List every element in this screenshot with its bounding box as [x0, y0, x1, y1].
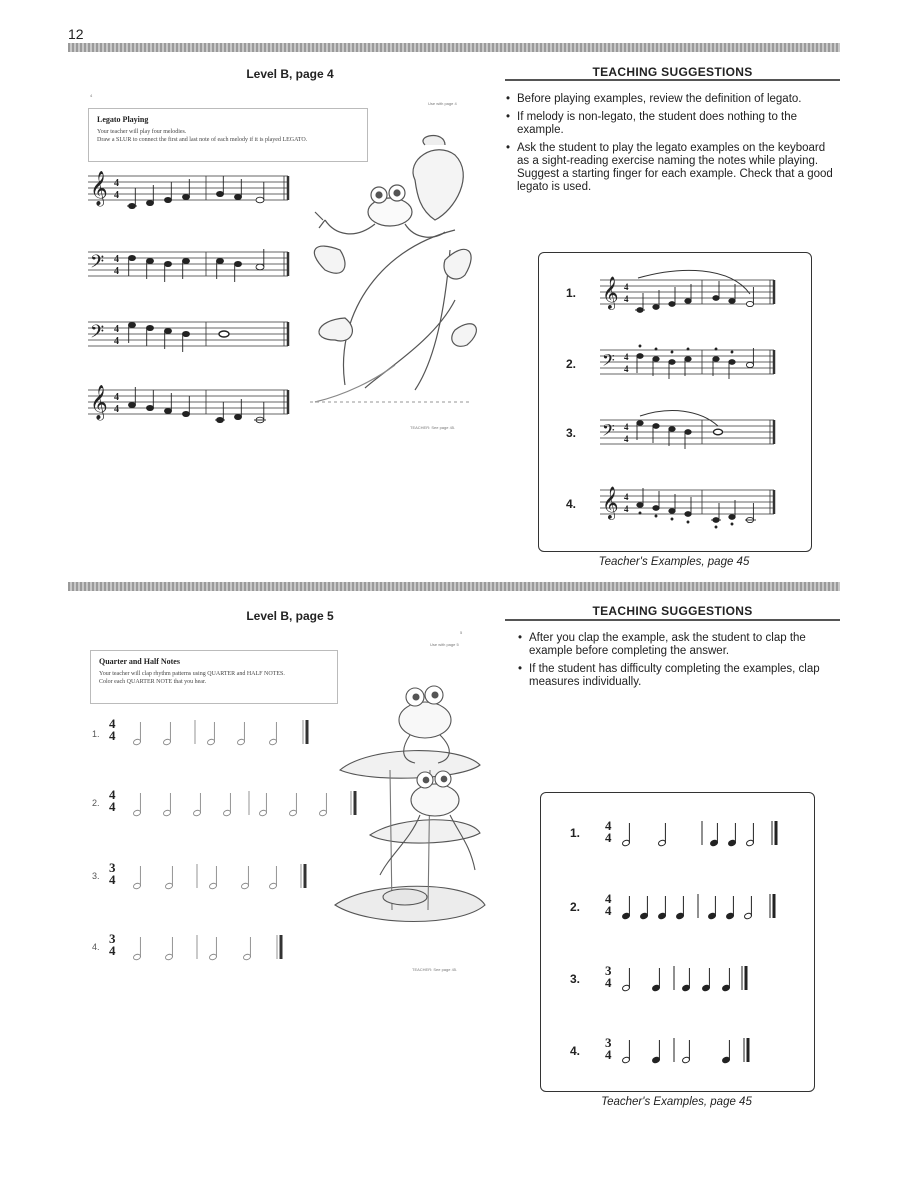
top-level-title: Level B, page 4 [246, 67, 334, 81]
frogs-on-lily-pads-illustration [330, 665, 490, 950]
svg-text:4: 4 [114, 392, 119, 403]
top-suggestions-list [505, 93, 837, 199]
svg-text:4: 4 [624, 282, 629, 292]
student-row-label-4: 4. [92, 942, 100, 952]
svg-text:𝄞: 𝄞 [90, 385, 108, 420]
top-example-label-3: 3. [566, 426, 577, 440]
svg-text:𝄢: 𝄢 [90, 252, 105, 277]
top-example-label-4: 4. [566, 497, 577, 511]
svg-text:4: 4 [114, 254, 119, 265]
svg-text:4: 4 [624, 492, 629, 502]
teacher-time-signature-1: 4 4 [605, 818, 612, 845]
bottom-instruction-box [90, 650, 338, 704]
student-time-signature-4: 3 4 [109, 931, 116, 958]
bottom-box-title: Quarter and Half Notes [99, 657, 180, 666]
svg-text:4: 4 [114, 336, 119, 347]
top-example-label-1: 1. [566, 286, 577, 300]
bottom-book-page-number: 5 [460, 630, 463, 635]
teacher-time-signature-2: 4 4 [605, 891, 612, 918]
top-suggestions-title: TEACHING SUGGESTIONS [592, 65, 753, 79]
teacher-row-label-1: 1. [570, 826, 581, 840]
top-student-staves [88, 171, 293, 426]
svg-text:𝄞: 𝄞 [90, 171, 108, 206]
top-suggestion-item: • Before playing examples, review the definition of legato. [517, 93, 837, 106]
svg-text:4: 4 [114, 404, 119, 415]
svg-text:𝄞: 𝄞 [602, 486, 619, 519]
page-number: 12 [68, 26, 84, 42]
top-suggestions-rule [505, 79, 840, 81]
bottom-level-title: Level B, page 5 [246, 609, 334, 623]
svg-text:4: 4 [624, 352, 629, 362]
svg-text:4: 4 [114, 190, 119, 201]
bottom-use-with: Use with page 5 [430, 642, 459, 647]
bottom-divider-band [68, 582, 840, 591]
teacher-row-label-2: 2. [570, 900, 581, 914]
teacher-rhythm-rows [618, 815, 798, 1065]
svg-text:4: 4 [624, 364, 629, 374]
student-row-label-3: 3. [92, 871, 100, 881]
top-use-with: Use with page 4 [428, 101, 457, 106]
bottom-teacher-ref: TEACHER: See page 45. [412, 967, 458, 972]
top-suggestion-item: • Ask the student to play the legato examples on the keyboard as a sight-reading exercise naming the notes while playing. Suggest a starting finger for each example. Check that a good legato is used. [517, 142, 837, 194]
svg-text:𝄢: 𝄢 [602, 420, 615, 444]
svg-text:𝄞: 𝄞 [602, 276, 619, 309]
bottom-suggestion-item: • After you clap the example, ask the student to clap the example before completing the answer. [529, 632, 844, 658]
svg-text:4: 4 [624, 422, 629, 432]
student-row-label-2: 2. [92, 798, 100, 808]
top-box-title: Legato Playing [97, 115, 149, 124]
teacher-row-label-4: 4. [570, 1044, 581, 1058]
top-example-label-2: 2. [566, 357, 577, 371]
top-box-line-1: Your teacher will play four melodies. [97, 129, 187, 135]
top-teacher-staves [600, 276, 780, 530]
svg-text:𝄢: 𝄢 [602, 350, 615, 374]
top-box-line-2: Draw a SLUR to connect the first and last note of each melody if it is played LEGATO. [97, 137, 308, 143]
top-book-page-number: 4 [90, 93, 93, 98]
bottom-caption: Teacher's Examples, page 45 [601, 1096, 752, 1108]
bottom-suggestions-list [517, 632, 844, 694]
svg-text:4: 4 [114, 178, 119, 189]
top-teacher-ref: TEACHER: See page 45. [410, 425, 456, 430]
bottom-box-line-2: Color each QUARTER NOTE that you hear. [99, 679, 207, 685]
top-divider-band [68, 43, 840, 52]
svg-text:4: 4 [624, 294, 629, 304]
svg-text:4: 4 [114, 266, 119, 277]
student-time-signature-1: 4 4 [109, 716, 116, 743]
bottom-suggestions-rule [505, 619, 840, 621]
top-caption: Teacher's Examples, page 45 [598, 556, 750, 568]
teacher-row-label-3: 3. [570, 972, 581, 986]
bottom-box-line-1: Your teacher will clap rhythm patterns using QUARTER and HALF NOTES. [99, 671, 285, 677]
student-time-signature-2: 4 4 [109, 787, 116, 814]
student-row-label-1: 1. [92, 729, 100, 739]
svg-text:4: 4 [114, 324, 119, 335]
teacher-time-signature-4: 3 4 [605, 1035, 612, 1062]
svg-text:4: 4 [624, 504, 629, 514]
top-suggestion-item: • If melody is non-legato, the student does nothing to the example. [517, 111, 837, 137]
frog-on-vine-illustration [305, 140, 475, 410]
bottom-suggestions-title: TEACHING SUGGESTIONS [592, 604, 753, 618]
teacher-time-signature-3: 3 4 [605, 963, 612, 990]
svg-text:𝄢: 𝄢 [90, 322, 105, 347]
student-time-signature-3: 3 4 [109, 860, 116, 887]
bottom-suggestion-item: • If the student has difficulty completing the examples, clap measures individually. [529, 663, 844, 689]
svg-text:4: 4 [624, 434, 629, 444]
